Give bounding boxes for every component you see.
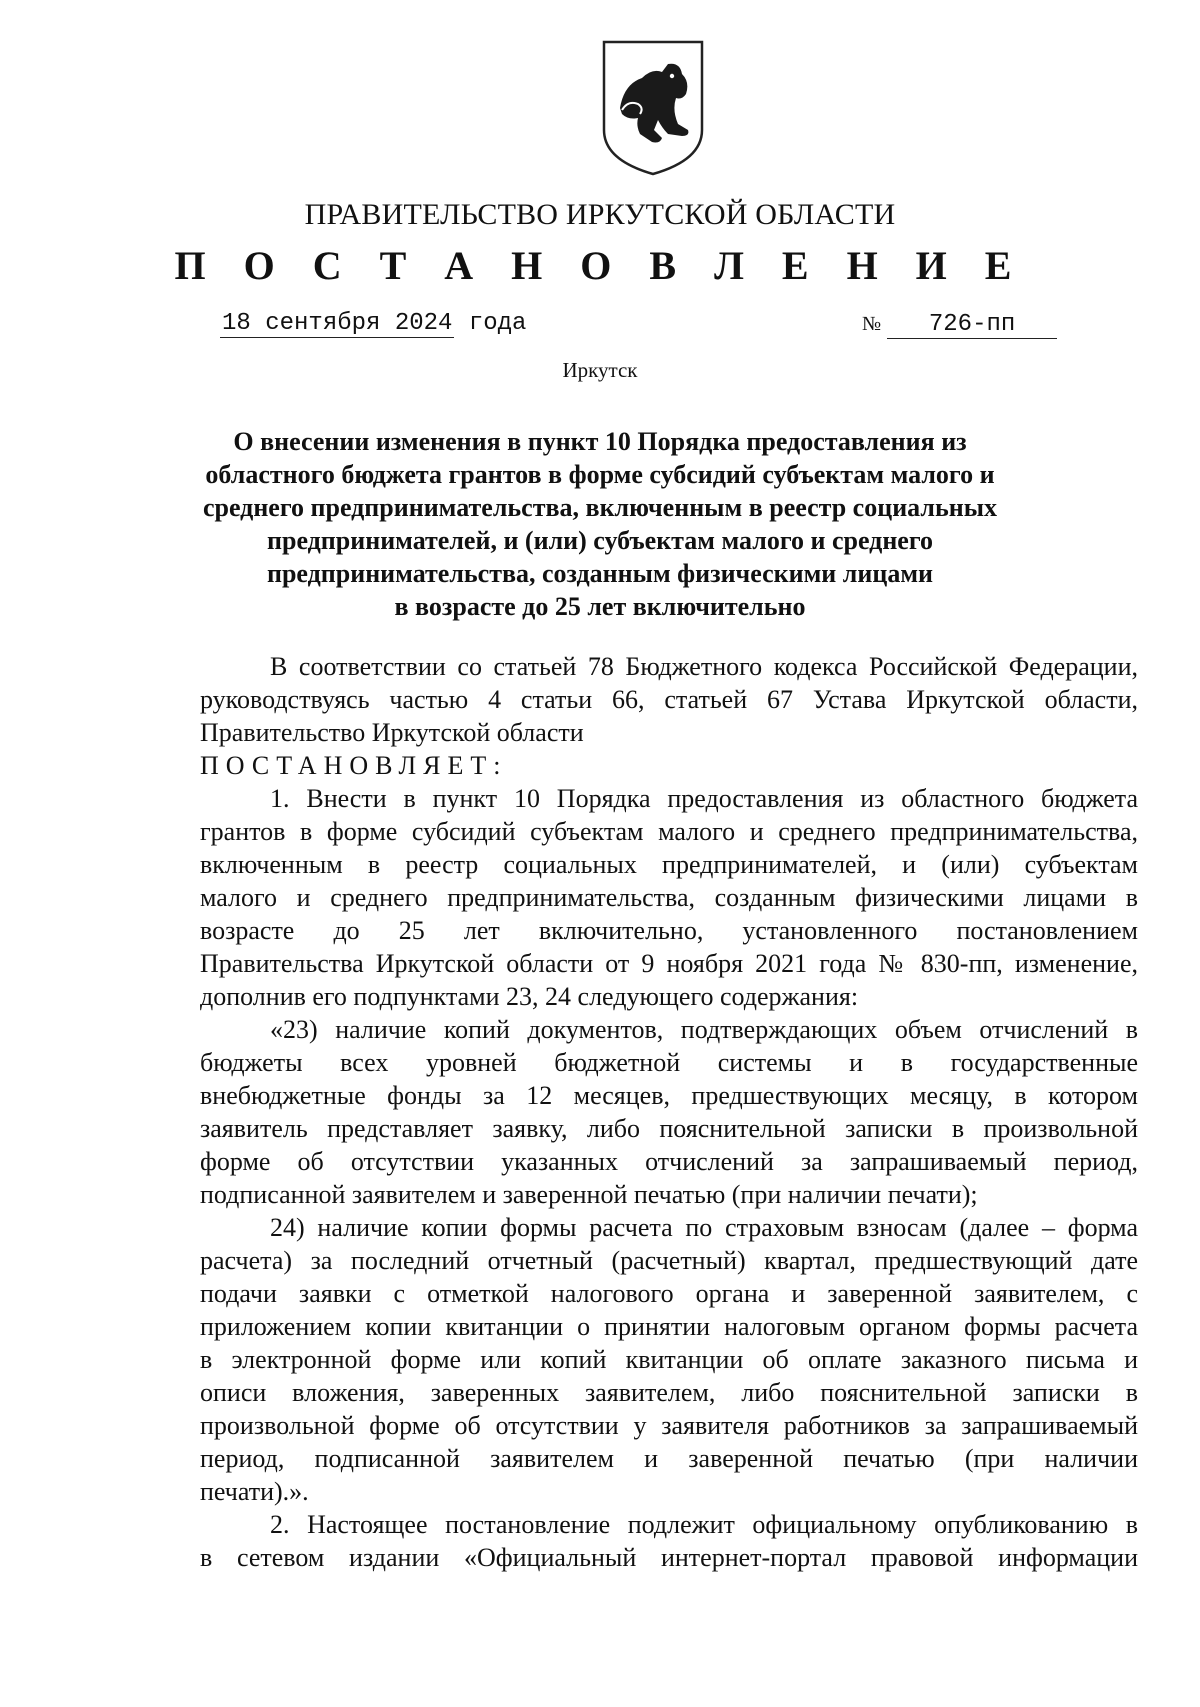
subitem-23 — [200, 1013, 1138, 1211]
resolves-keyword: ПОСТАНОВЛЯЕТ: — [200, 751, 508, 780]
text-line: малого и среднего предпринимательства, созданным физическими лицами в — [200, 883, 1138, 912]
text-line: произвольной форме об отсутствии у заявителя работников за запрашиваемый — [200, 1411, 1138, 1440]
document-heading — [180, 425, 1020, 623]
heading-line: среднего предпринимательства, включенным в реестр социальных — [202, 493, 998, 522]
heading-line: предпринимательства, созданным физическими лицами — [266, 559, 934, 588]
document-number — [862, 310, 1057, 339]
document-body — [200, 650, 1138, 1574]
text-line: дополнив его подпунктами 23, 24 следующего содержания: — [200, 982, 859, 1011]
heading-line: О внесении изменения в пункт 10 Порядка предоставления из — [233, 427, 967, 456]
number-sign: № — [862, 313, 882, 335]
text-line: приложением копии квитанции о принятии налоговым органом формы расчета — [200, 1312, 1138, 1341]
city: Иркутск — [562, 358, 638, 382]
document-date — [220, 310, 526, 338]
text-line: внебюджетные фонды за 12 месяцев, предшествующих месяцу, в котором — [200, 1081, 1138, 1110]
text-line: печати).». — [200, 1477, 309, 1506]
text-line: 24) наличие копии формы расчета по страховым взносам (далее – форма — [270, 1213, 1138, 1242]
text-line: руководствуясь частью 4 статьи 66, статьей 67 Устава Иркутской области, — [200, 685, 1138, 714]
text-line: «23) наличие копий документов, подтверждающих объем отчислений в — [270, 1015, 1138, 1044]
heading-line: предпринимателей, и (или) субъектам малого и среднего — [267, 526, 933, 555]
text-line: форме об отсутствии указанных отчислений за запрашиваемый период, — [200, 1147, 1138, 1176]
text-line: 1. Внести в пункт 10 Порядка предоставления из областного бюджета — [270, 784, 1138, 813]
text-line: подписанной заявителем и заверенной печатью (при наличии печати); — [200, 1180, 978, 1209]
heading-line: областного бюджета грантов в форме субсидий субъектам малого и — [205, 460, 995, 489]
number-value: 726-пп — [887, 311, 1057, 339]
text-line: Правительства Иркутской области от 9 ноября 2021 года № 830-пп, изменение, — [200, 949, 1138, 978]
preamble — [200, 650, 1138, 749]
item-1 — [200, 782, 1138, 1013]
text-line: период, подписанной заявителем и заверенной печатью (при наличии — [200, 1444, 1138, 1473]
text-line: В соответствии со статьей 78 Бюджетного кодекса Российской Федерации, — [270, 652, 1138, 681]
government-title: ПРАВИТЕЛЬСТВО ИРКУТСКОЙ ОБЛАСТИ — [304, 198, 896, 231]
coat-of-arms-icon — [598, 38, 708, 178]
text-line: в сетевом издании «Официальный интернет-портал правовой информации — [200, 1543, 1138, 1572]
text-line: бюджеты всех уровней бюджетной системы и в государственные — [200, 1048, 1138, 1077]
item-2 — [200, 1508, 1138, 1574]
text-line: возрасте до 25 лет включительно, установленного постановлением — [200, 916, 1138, 945]
text-line: Правительство Иркутской области — [200, 718, 584, 747]
text-line: в электронной форме или копий квитанции об оплате заказного письма и — [200, 1345, 1138, 1374]
heading-line: в возрасте до 25 лет включительно — [394, 592, 806, 621]
subitem-24 — [200, 1211, 1138, 1508]
text-line: расчета) за последний отчетный (расчетный) квартал, предшествующий дате — [200, 1246, 1138, 1275]
date-value: 18 сентября 2024 — [222, 310, 453, 337]
text-line: заявитель представляет заявку, либо пояснительной записки в произвольной — [200, 1114, 1138, 1143]
text-line: включенным в реестр социальных предпринимателей, и (или) субъектам — [200, 850, 1138, 879]
text-line: грантов в форме субсидий субъектам малого и среднего предпринимательства, — [200, 817, 1138, 846]
text-line: 2. Настоящее постановление подлежит официальному опубликованию в — [270, 1510, 1138, 1539]
date-suffix: года — [468, 310, 527, 337]
text-line: подачи заявки с отметкой налогового органа и заверенной заявителем, с — [200, 1279, 1138, 1308]
document-type: П О С Т А Н О В Л Е Н И Е — [174, 243, 1026, 288]
text-line: описи вложения, заверенных заявителем, либо пояснительной записки в — [200, 1378, 1138, 1407]
